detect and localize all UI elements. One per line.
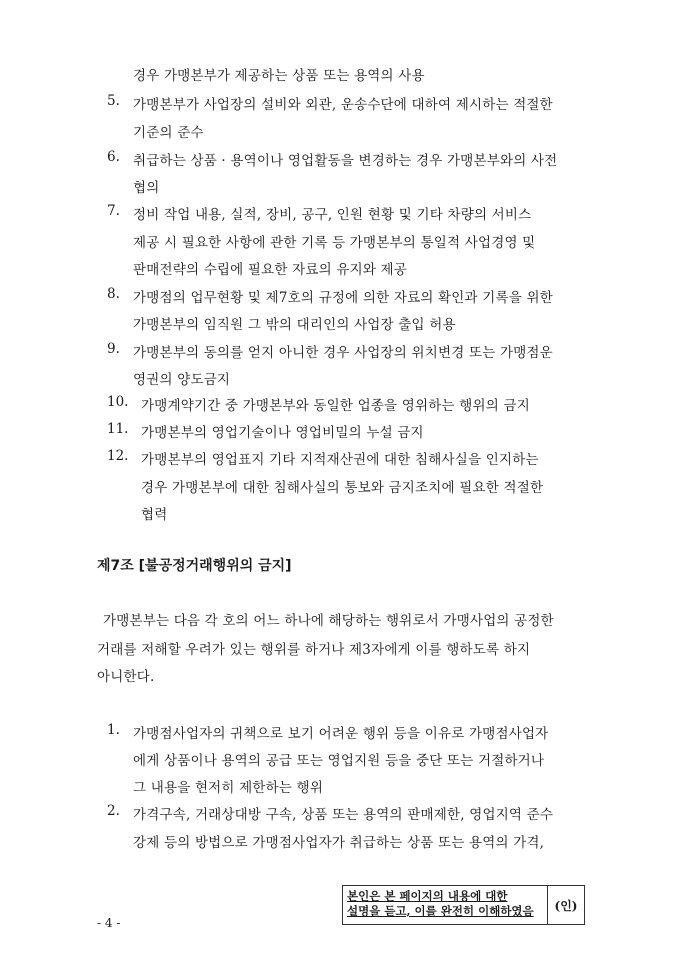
list-number: 11. <box>107 421 129 437</box>
list-number: 7. <box>107 203 120 219</box>
list-text-line: 그 내용을 현저히 제한하는 행위 <box>133 780 324 796</box>
list-number: 1. <box>107 722 120 738</box>
list-number: 2. <box>107 803 120 819</box>
list-text-line: 가맹계약기간 중 가맹본부와 동일한 업종을 영위하는 행위의 금지 <box>141 398 530 414</box>
article-heading: 제7조 [불공정거래행위의 금지] <box>97 558 292 574</box>
list-number: 12. <box>107 448 129 464</box>
list-number: 8. <box>107 286 120 302</box>
list-number: 9. <box>107 341 120 357</box>
list-text-line: 가맹본부의 영업기술이나 영업비밀의 누설 금지 <box>141 425 424 441</box>
confirmation-line: 설명을 듣고, 이를 완전히 이해하였음 <box>347 904 534 918</box>
intro-line: 가맹본부는 다음 각 호의 어느 하나에 해당하는 행위로서 가맹사업의 공정한 <box>103 613 554 629</box>
intro-line: 아니한다. <box>97 669 155 685</box>
confirmation-line: 본인은 본 페이지의 내용에 대한 <box>347 889 508 903</box>
list-text-line: 경우 가맹본부가 제공하는 상품 또는 용역의 사용 <box>133 68 425 84</box>
list-text-line: 판매전략의 수립에 필요한 자료의 유지와 제공 <box>133 262 408 278</box>
intro-line: 거래를 저해할 우려가 있는 행위를 하거나 제3자에게 이를 행하도록 하지 <box>97 642 531 658</box>
list-text-line: 에게 상품이나 용역의 공급 또는 영업지원 등을 중단 또는 거절하거나 <box>133 753 545 769</box>
confirmation-box <box>342 885 585 925</box>
list-text-line: 가맹점의 업무현황 및 제7호의 규정에 의한 자료의 확인과 기록을 위한 <box>133 290 553 306</box>
list-number: 5. <box>107 93 120 109</box>
seal-field[interactable]: (인) <box>554 898 578 913</box>
list-text-line: 취급하는 상품 · 용역이나 영업활동을 변경하는 경우 가맹본부와의 사전 <box>133 153 558 169</box>
list-text-line: 정비 작업 내용, 실적, 장비, 공구, 인원 현황 및 기타 차량의 서비스 <box>133 207 532 223</box>
list-text-line: 협력 <box>141 507 168 523</box>
list-number: 6. <box>107 149 120 165</box>
list-text-line: 가맹본부의 동의를 얻지 아니한 경우 사업장의 위치변경 또는 가맹점운 <box>133 345 553 361</box>
page-number: - 4 - <box>97 916 121 930</box>
list-number: 10. <box>107 394 129 410</box>
list-text-line: 제공 시 필요한 사항에 관한 기록 등 가맹본부의 통일적 사업경영 및 <box>133 235 536 251</box>
list-text-line: 기준의 준수 <box>133 125 204 141</box>
list-text-line: 가격구속, 거래상대방 구속, 상품 또는 용역의 판매제한, 영업지역 준수 <box>133 807 554 823</box>
list-text-line: 협의 <box>133 180 160 196</box>
list-text-line: 가맹본부가 사업장의 설비와 외관, 운송수단에 대하여 제시하는 적절한 <box>133 97 553 113</box>
list-text-line: 가맹본부의 임직원 그 밖의 대리인의 사업장 출입 허용 <box>133 317 456 333</box>
list-text-line: 가맹본부의 영업표지 기타 지적재산권에 대한 침해사실을 인지하는 <box>141 452 539 468</box>
confirmation-statement <box>343 886 548 924</box>
list-text-line: 경우 가맹본부에 대한 침해사실의 통보와 금지조치에 필요한 적절한 <box>141 480 544 496</box>
list-text-line: 강제 등의 방법으로 가맹점사업자가 취급하는 상품 또는 용역의 가격, <box>133 835 545 851</box>
list-text-line: 가맹점사업자의 귀책으로 보기 어려운 행위 등을 이유로 가맹점사업자 <box>133 726 549 742</box>
list-text-line: 영권의 양도금지 <box>133 372 231 388</box>
